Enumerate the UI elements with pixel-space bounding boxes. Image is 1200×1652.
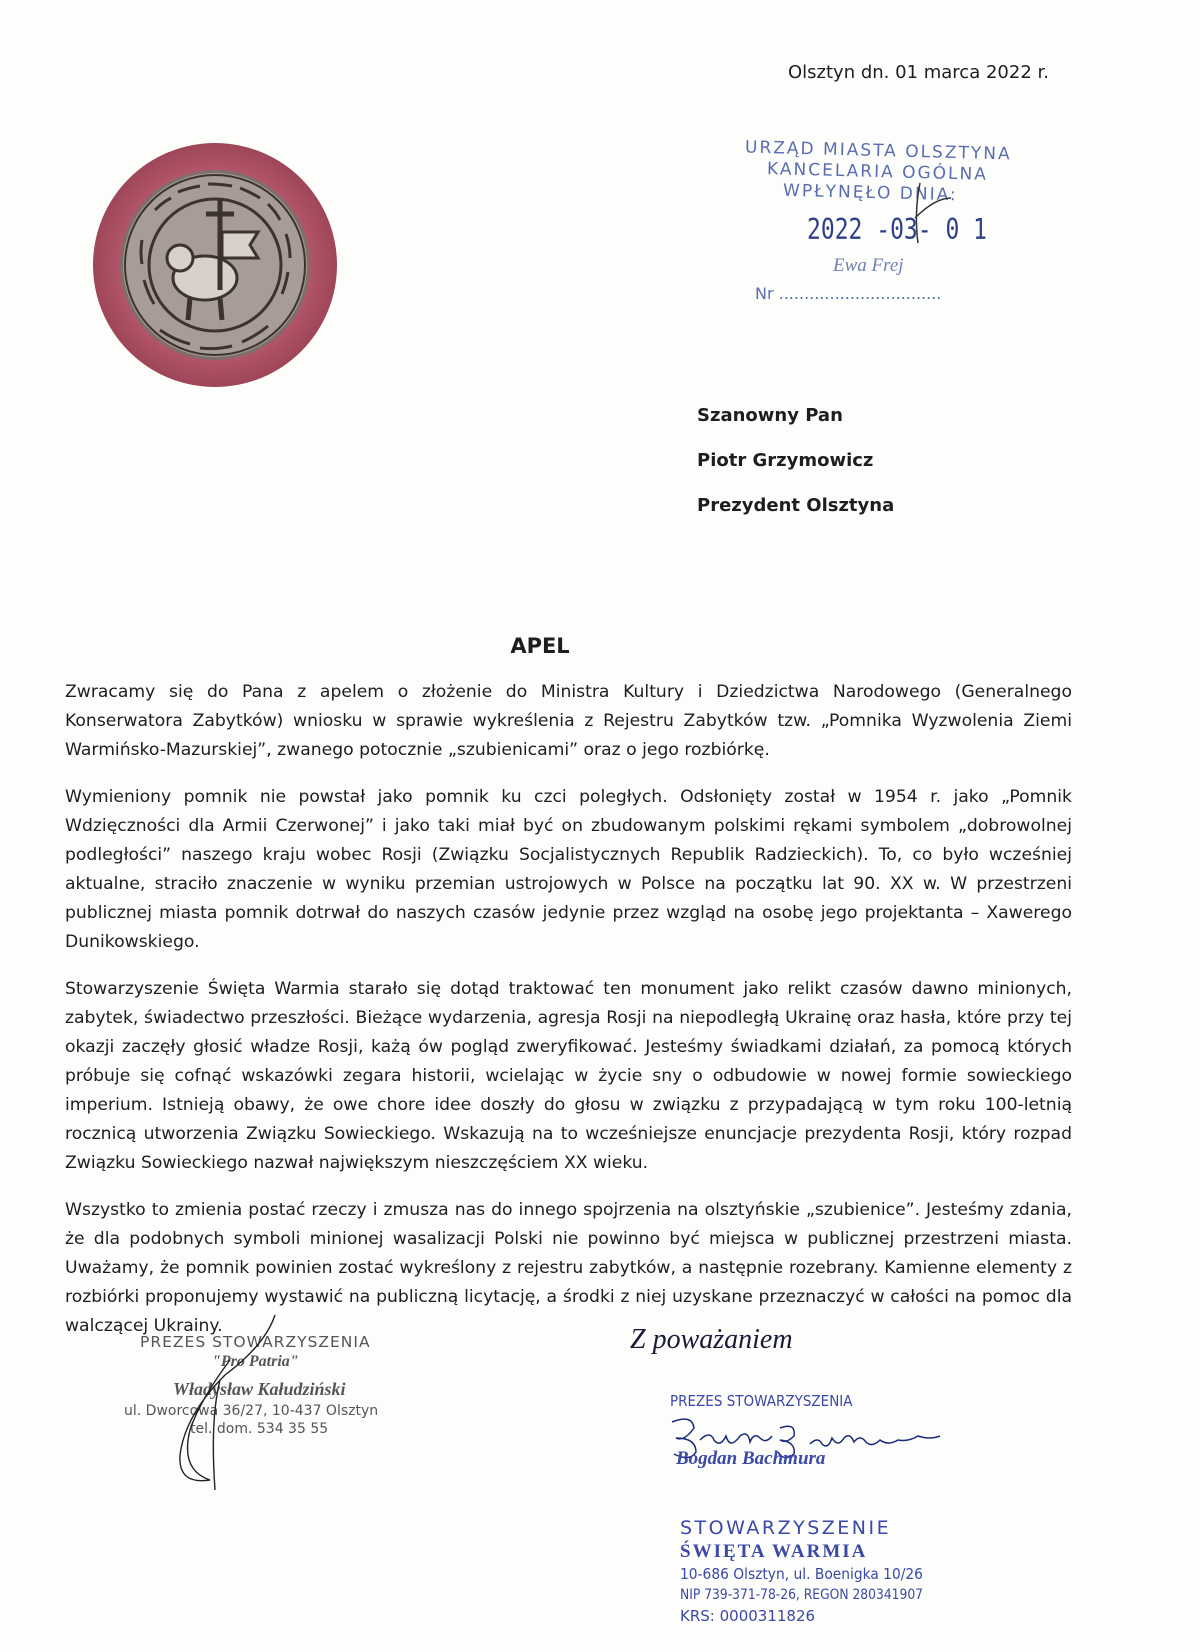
assoc-line2: ŚWIĘTA WARMIA — [680, 1541, 868, 1562]
stamp-received: WPŁYNĘŁO DNIA: — [782, 180, 958, 206]
signature-icon — [160, 1310, 300, 1510]
paragraph: Zwracamy się do Pana z apelem o złożenie do Ministra Kultury i Dziedzictwa Narodowego (Generalnego Konserwatora Zabytków) wniosku w sprawie wykreślenia z Rejestru Zabytków tzw. „Pomnika Wyzwolenia Ziemi Warmińsko-Mazurskiej”, zwanego potocznie „szubienicami” oraz o jego rozbiórkę. — [65, 682, 1072, 760]
recipient-name: Piotr Grzymowicz — [697, 450, 874, 471]
letter-title: APEL — [510, 634, 570, 658]
closing-handwriting-icon — [630, 1320, 910, 1360]
assoc-krs: KRS: 0000311826 — [680, 1607, 816, 1625]
stamp-chancellery: KANCELARIA OGÓLNA — [766, 159, 989, 185]
paragraph: Wszystko to zmienia postać rzeczy i zmusza nas do innego spojrzenia na olsztyńskie „szubienice”. Jesteśmy zdania, że dla podobnych symboli minionej wasalizacji Polski nie powinno być miejsca w publicznej przestrzeni miasta. Uważamy, że pomnik powinien zostać wykreślony z rejestru zabytków, a następnie rozebrany. Kamienne elementy z rozbiórki proponujemy wystawić na publiczną licytację, a środki z niej uzyskane przeznaczyć w całości na pomoc dla walczącej Ukrainy. — [65, 1200, 1072, 1336]
assoc-line1: STOWARZYSZENIE — [680, 1517, 892, 1539]
stamp-clerk: Ewa Frej — [833, 255, 904, 276]
association-stamp — [680, 1517, 980, 1652]
recipient-title: Prezydent Olsztyna — [697, 495, 895, 516]
pp-name: Władysław Kałudziński — [173, 1379, 346, 1399]
president-label: PREZES STOWARZYSZENIA — [670, 1392, 853, 1410]
stamp-number: Nr ................................ — [755, 284, 942, 303]
letter-date: Olsztyn dn. 01 marca 2022 r. — [788, 62, 1049, 83]
stamp-office: URZĄD MIASTA OLSZTYNA — [744, 137, 1012, 165]
wax-seal-lamb-icon — [90, 140, 340, 390]
pp-address: ul. Dworcowa 36/27, 10-437 Olsztyn — [124, 1403, 379, 1419]
paragraph: Wymieniony pomnik nie powstał jako pomnik ku czci poległych. Odsłonięty został w 1954 r. jako „Pomnik Wdzięczności dla Armii Czerwonej” i jako taki miał być on zbudowanym polskimi rękami symbolem „dobrowolnej podległości” naszego kraju wobec Rosji (Związku Socjalistycznych Republik Radzieckich). To, co było wcześniej aktualne, straciło znaczenie w wyniku przemian ustrojowych w Polsce na początku lat 90. XX w. W przestrzeni publicznej miasta pomnik dotrwał do naszych czasów jedynie przez wzgląd na osobę jego projektanta – Xawerego Dunikowskiego. — [65, 787, 1072, 952]
incoming-stamp — [735, 133, 1035, 333]
president-name: Bogdan Bachmura — [676, 1448, 826, 1469]
pp-title: PREZES STOWARZYSZENIA — [140, 1333, 371, 1351]
letter-body — [65, 678, 1072, 1359]
paragraph: Stowarzyszenie Święta Warmia starało się dotąd traktować ten monument jako relikt czasów dawno minionych, zabytek, świadectwo przeszłości. Bieżące wydarzenia, agresja Rosji na niepodległą Ukrainę oraz hasła, które przy tej okazji zaczęły głosić władze Rosji, każą ów pogląd zweryfikować. Jesteśmy świadkami działań, za pomocą których próbuje się cofnąć wskazówki zegara historii, wcielając w życie sny o odbudowie w nowej formie sowieckiego imperium. Istnieją obawy, że owe chore idee doszły do głosu w związku z przypadającą w tym roku 100-letnią rocznicą utworzenia Związku Sowieckiego. Wskazują na to wcześniejsze enuncjacje prezydenta Rosji, który rozpad Związku Sowieckiego nazwał największym nieszczęściem XX wieku. — [65, 979, 1072, 1173]
president-block — [670, 1392, 873, 1410]
recipient-salutation: Szanowny Pan — [697, 405, 843, 426]
assoc-address: 10-686 Olsztyn, ul. Boenigka 10/26 — [680, 1565, 923, 1583]
assoc-nip-regon: NIP 739-371-78-26, REGON 280341907 — [680, 1587, 924, 1603]
stamp-date: 2022 -03- 0 1 — [807, 213, 988, 247]
stamp-initials-icon — [895, 178, 955, 248]
pp-phone: tel. dom. 534 35 55 — [190, 1421, 329, 1437]
pp-org: "Pro Patria" — [212, 1353, 299, 1370]
closing-text: Z poważaniem — [630, 1324, 793, 1355]
